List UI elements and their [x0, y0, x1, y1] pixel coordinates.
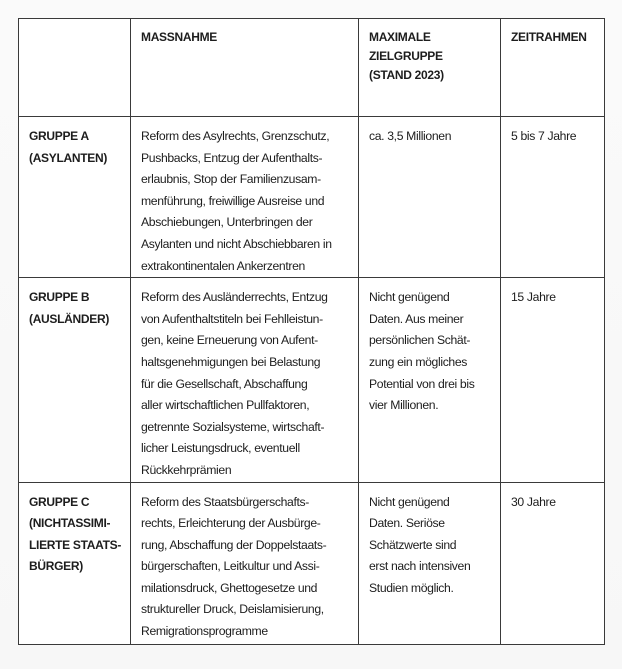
target-cell [359, 117, 501, 278]
measure-cell [131, 278, 359, 482]
measure-text: Reform des Asylrechts, Grenzschutz, Pushbacks, Entzug der Aufenthalts- erlaubnis, Stop der Familienzusam- menführung, freiwillige Ausreise und Abschiebungen, Unterbringen der Asylanten und nicht Abschiebbaren in extrakontinentalen Ankerzentren [141, 129, 332, 273]
table-row [19, 482, 605, 644]
timeframe-cell [501, 278, 605, 482]
header-cell-group [19, 19, 131, 117]
timeframe-text: 30 Jahre [511, 494, 556, 509]
group-label: GRUPPE A (ASYLANTEN) [29, 129, 108, 165]
header-measure: MASSNAHME [141, 30, 217, 44]
group-cell [19, 117, 131, 278]
timeframe-cell [501, 117, 605, 278]
timeframe-text: 5 bis 7 Jahre [511, 129, 577, 143]
measure-cell [131, 482, 359, 644]
header-cell-measure [131, 19, 359, 117]
group-cell [19, 278, 131, 482]
target-text: ca. 3,5 Millionen [369, 129, 452, 143]
header-timeframe: ZEITRAHMEN [511, 30, 587, 44]
target-text: Nicht genügend Daten. Seriöse Schätzwerte sind erst nach intensiven Studien möglich. [369, 494, 471, 595]
measure-cell [131, 117, 359, 278]
timeframe-cell [501, 482, 605, 644]
table-row [19, 278, 605, 482]
measure-text: Reform des Ausländerrechts, Entzug von Aufenthaltstiteln bei Fehlleistun- gen, keine Erneuerung von Aufent- haltsgenehmigungen bei Belastung für die Gesellschaft, Abschaffung aller wirtschaftlichen Pullfaktoren, getrennte Sozialsysteme, wirtschaft- licher Leistungsdruck, eventuell Rückkehrprämien [141, 290, 328, 477]
table-row [19, 117, 605, 278]
header-target-group: MAXIMALE ZIELGRUPPE (STAND 2023) [369, 30, 444, 82]
measures-table [18, 18, 605, 645]
group-label: GRUPPE C (NICHTASSIMI- LIERTE STAATS- BÜRGER) [29, 494, 122, 574]
target-cell [359, 482, 501, 644]
header-cell-timeframe [501, 19, 605, 117]
measure-text: Reform des Staatsbürgerschafts- rechts, Erleichterung der Ausbürge- rung, Abschaffung der Doppelstaats- bürgerschaften, Leitkultur und Assi- milationsdruck, Ghettogesetze und struktureller Druck, Deislamisierung, Remigrationsprogramme [141, 494, 327, 639]
target-text: Nicht genügend Daten. Aus meiner persönlichen Schät- zung ein mögliches Potential von drei bis vier Millionen. [369, 290, 475, 413]
header-cell-target [359, 19, 501, 117]
table-header-row [19, 19, 605, 117]
group-cell [19, 482, 131, 644]
timeframe-text: 15 Jahre [511, 290, 556, 305]
group-label: GRUPPE B (AUSLÄNDER) [29, 290, 110, 326]
target-cell [359, 278, 501, 482]
